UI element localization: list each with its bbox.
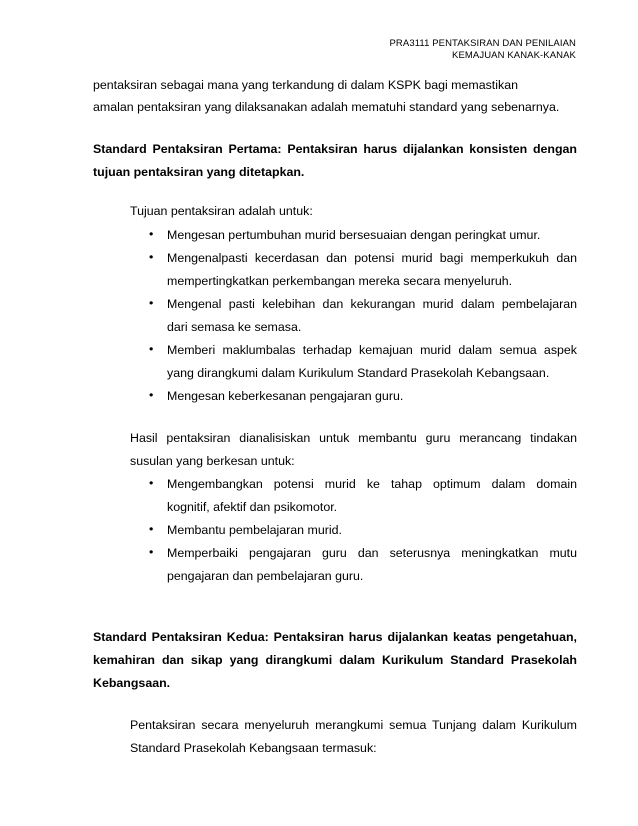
item-line: Mengenal pasti kelebihan dan kekurangan murid dalam pembelajaran xyxy=(167,297,577,311)
document-body xyxy=(93,74,577,760)
list-item xyxy=(149,293,577,339)
holistic-paragraph xyxy=(130,714,577,760)
page-header xyxy=(336,38,576,62)
item-line: pengajaran dan pembelajaran guru. xyxy=(167,569,364,583)
heading-line: Kebangsaan. xyxy=(93,676,171,690)
intro-paragraph xyxy=(93,74,577,118)
holistic-line: Standard Prasekolah Kebangsaan termasuk: xyxy=(130,741,377,755)
analysis-line: Hasil pentaksiran dianalisiskan untuk membantu guru merancang tindakan xyxy=(130,431,577,445)
bullet-icon: • xyxy=(149,476,154,490)
heading-line: Standard Pentaksiran Kedua: Pentaksiran harus dijalankan keatas pengetahuan, xyxy=(93,630,577,644)
bullet-icon: • xyxy=(149,227,154,241)
list-item xyxy=(149,339,577,385)
item-line: yang dirangkumi dalam Kurikulum Standard Prasekolah Kebangsaan. xyxy=(167,366,550,380)
standard2-heading xyxy=(93,626,577,695)
list-item xyxy=(149,224,577,247)
bullet-icon: • xyxy=(149,250,154,264)
item-line: Membantu pembelajaran murid. xyxy=(167,523,342,537)
item-line: Mengembangkan potensi murid ke tahap optimum dalam domain xyxy=(167,477,577,491)
intro-line: pentaksiran sebagai mana yang terkandung di dalam KSPK bagi memastikan xyxy=(93,78,518,92)
bullet-icon: • xyxy=(149,388,154,402)
header-course-subtitle: KEMAJUAN KANAK-KANAK xyxy=(452,50,576,61)
item-line: Mengenalpasti kecerdasan dan potensi murid bagi memperkukuh dan xyxy=(167,251,577,265)
list-item xyxy=(149,385,577,408)
bullet-icon: • xyxy=(149,342,154,356)
list-item xyxy=(149,247,577,293)
followup-list xyxy=(149,473,577,588)
heading-line: Standard Pentaksiran Pertama: Pentaksiran harus dijalankan konsisten dengan xyxy=(93,142,577,156)
bullet-icon: • xyxy=(149,522,154,536)
analysis-paragraph xyxy=(130,427,577,473)
header-course-title: PRA3111 PENTAKSIRAN DAN PENILAIAN xyxy=(389,38,576,49)
list-item xyxy=(149,542,577,588)
item-line: dari semasa ke semasa. xyxy=(167,320,302,334)
analysis-line: susulan yang berkesan untuk: xyxy=(130,454,295,468)
item-line: mempertingkatkan perkembangan mereka secara menyeluruh. xyxy=(167,274,513,288)
item-line: Memberi maklumbalas terhadap kemajuan murid dalam semua aspek xyxy=(167,343,577,357)
item-line: Mengesan pertumbuhan murid bersesuaian dengan peringkat umur. xyxy=(167,228,541,242)
standard1-heading xyxy=(93,138,577,184)
heading-line: kemahiran dan sikap yang dirangkumi dalam Kurikulum Standard Prasekolah xyxy=(93,653,577,667)
bullet-icon: • xyxy=(149,296,154,310)
list-item xyxy=(149,473,577,519)
item-line: Mengesan keberkesanan pengajaran guru. xyxy=(167,389,404,403)
heading-line: tujuan pentaksiran yang ditetapkan. xyxy=(93,165,305,179)
bullet-icon: • xyxy=(149,545,154,559)
purpose-list xyxy=(149,224,577,408)
item-line: kognitif, afektif dan psikomotor. xyxy=(167,500,338,514)
intro-line: amalan pentaksiran yang dilaksanakan adalah mematuhi standard yang sebenarnya. xyxy=(93,100,560,114)
purpose-intro: Tujuan pentaksiran adalah untuk: xyxy=(130,204,313,218)
item-line: Memperbaiki pengajaran guru dan seterusnya meningkatkan mutu xyxy=(167,546,577,560)
list-item xyxy=(149,519,577,542)
holistic-line: Pentaksiran secara menyeluruh merangkumi semua Tunjang dalam Kurikulum xyxy=(130,718,577,732)
